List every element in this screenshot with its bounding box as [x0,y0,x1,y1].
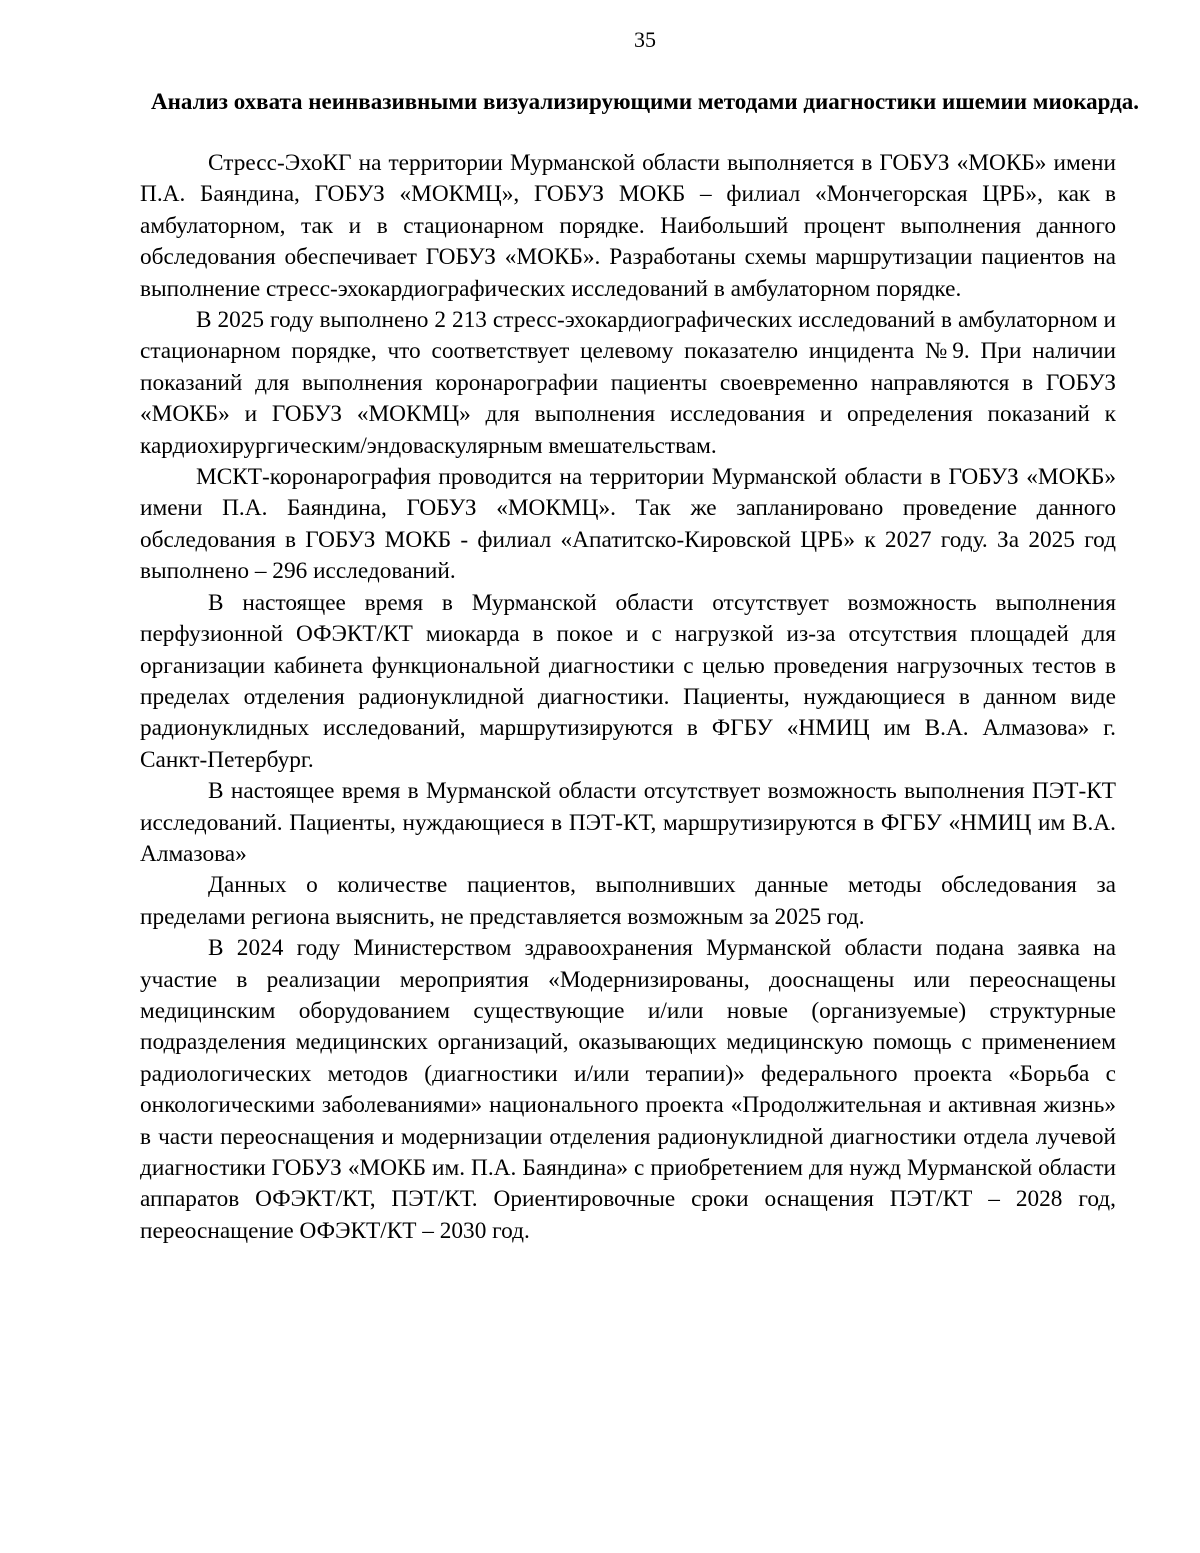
paragraph-2025-stress-echo-count: В 2025 году выполнено 2 213 стресс-эхокардиографических исследований в амбулаторном и стационарном порядке, что соответствует целевому показателю инцидента №9. При наличии показаний для выполнения коронарографии пациенты своевременно направляются в ГОБУЗ «МОКБ» и ГОБУЗ «МОКМЦ» для выполнения исследования и определения показаний к кардиохирургическим/эндоваскулярным вмешательствам. [140,307,1116,459]
paragraph-pet-ct: В настоящее время в Мурманской области отсутствует возможность выполнения ПЭТ-КТ исследований. Пациенты, нуждающиеся в ПЭТ-КТ, маршрутизируются в ФГБУ «НМИЦ им В.А. Алмазова» [140,778,1116,867]
paragraph-2024-modernization: В 2024 году Министерством здравоохранения Мурманской области подана заявка на участие в реализации мероприятия «Модернизированы, дооснащены или переоснащены медицинским оборудованием существующие и/или новые (организуемые) структурные подразделения медицинских организаций, оказывающих медицинскую помощь с применением радиологических методов (диагностики и/или терапии)» федерального проекта «Борьба с онкологическими заболеваниями» национального проекта «Продолжительная и активная жизнь» в части переоснащения и модернизации отделения радионуклидной диагностики отдела лучевой диагностики ГОБУЗ «МОКБ им. П.А. Баяндина» с приобретением для нужд Мурманской области аппаратов ОФЭКТ/КТ, ПЭТ/КТ. Ориентировочные сроки оснащения ПЭТ/КТ – 2028 год, переоснащение ОФЭКТ/КТ – 2030 год. [140,935,1116,1244]
document-body [140,148,1116,1247]
paragraph-msct-coronarography: МСКТ-коронарография проводится на территории Мурманской области в ГОБУЗ «МОКБ» имени П.А. Баяндина, ГОБУЗ «МОКМЦ». Так же запланировано проведение данного обследования в ГОБУЗ МОКБ - филиал «Апатитско-Кировской ЦРБ» к 2027 году. За 2025 год выполнено – 296 исследований. [140,464,1116,585]
paragraph-stress-echo: Стресс-ЭхоКГ на территории Мурманской области выполняется в ГОБУЗ «МОКБ» имени П.А. Баяндина, ГОБУЗ «МОКМЦ», ГОБУЗ МОКБ – филиал «Мончегорская ЦРБ», как в амбулаторном, так и в стационарном порядке. Наибольший процент выполнения данного обследования обеспечивает ГОБУЗ «МОКБ». Разработаны схемы маршрутизации пациентов на выполнение стресс-эхокардиографических исследований в амбулаторном порядке. [140,150,1116,302]
paragraph-outside-region-data: Данных о количестве пациентов, выполнивших данные методы обследования за пределами региона выяснить, не представляется возможным за 2025 год. [140,872,1116,930]
page-number: 35 [634,27,656,52]
paragraph-spect-ct: В настоящее время в Мурманской области отсутствует возможность выполнения перфузионной ОФЭКТ/КТ миокарда в покое и с нагрузкой из-за отсутствия площадей для организации кабинета функциональной диагностики с целью проведения нагрузочных тестов в пределах отделения радионуклидной диагностики. Пациенты, нуждающиеся в данном виде радионуклидных исследований, маршрутизируются в ФГБУ «НМИЦ им В.А. Алмазова» г. Санкт-Петербург. [140,589,1116,773]
section-heading: Анализ охвата неинвазивными визуализирующими методами диагностики ишемии миокарда. [151,89,1139,114]
